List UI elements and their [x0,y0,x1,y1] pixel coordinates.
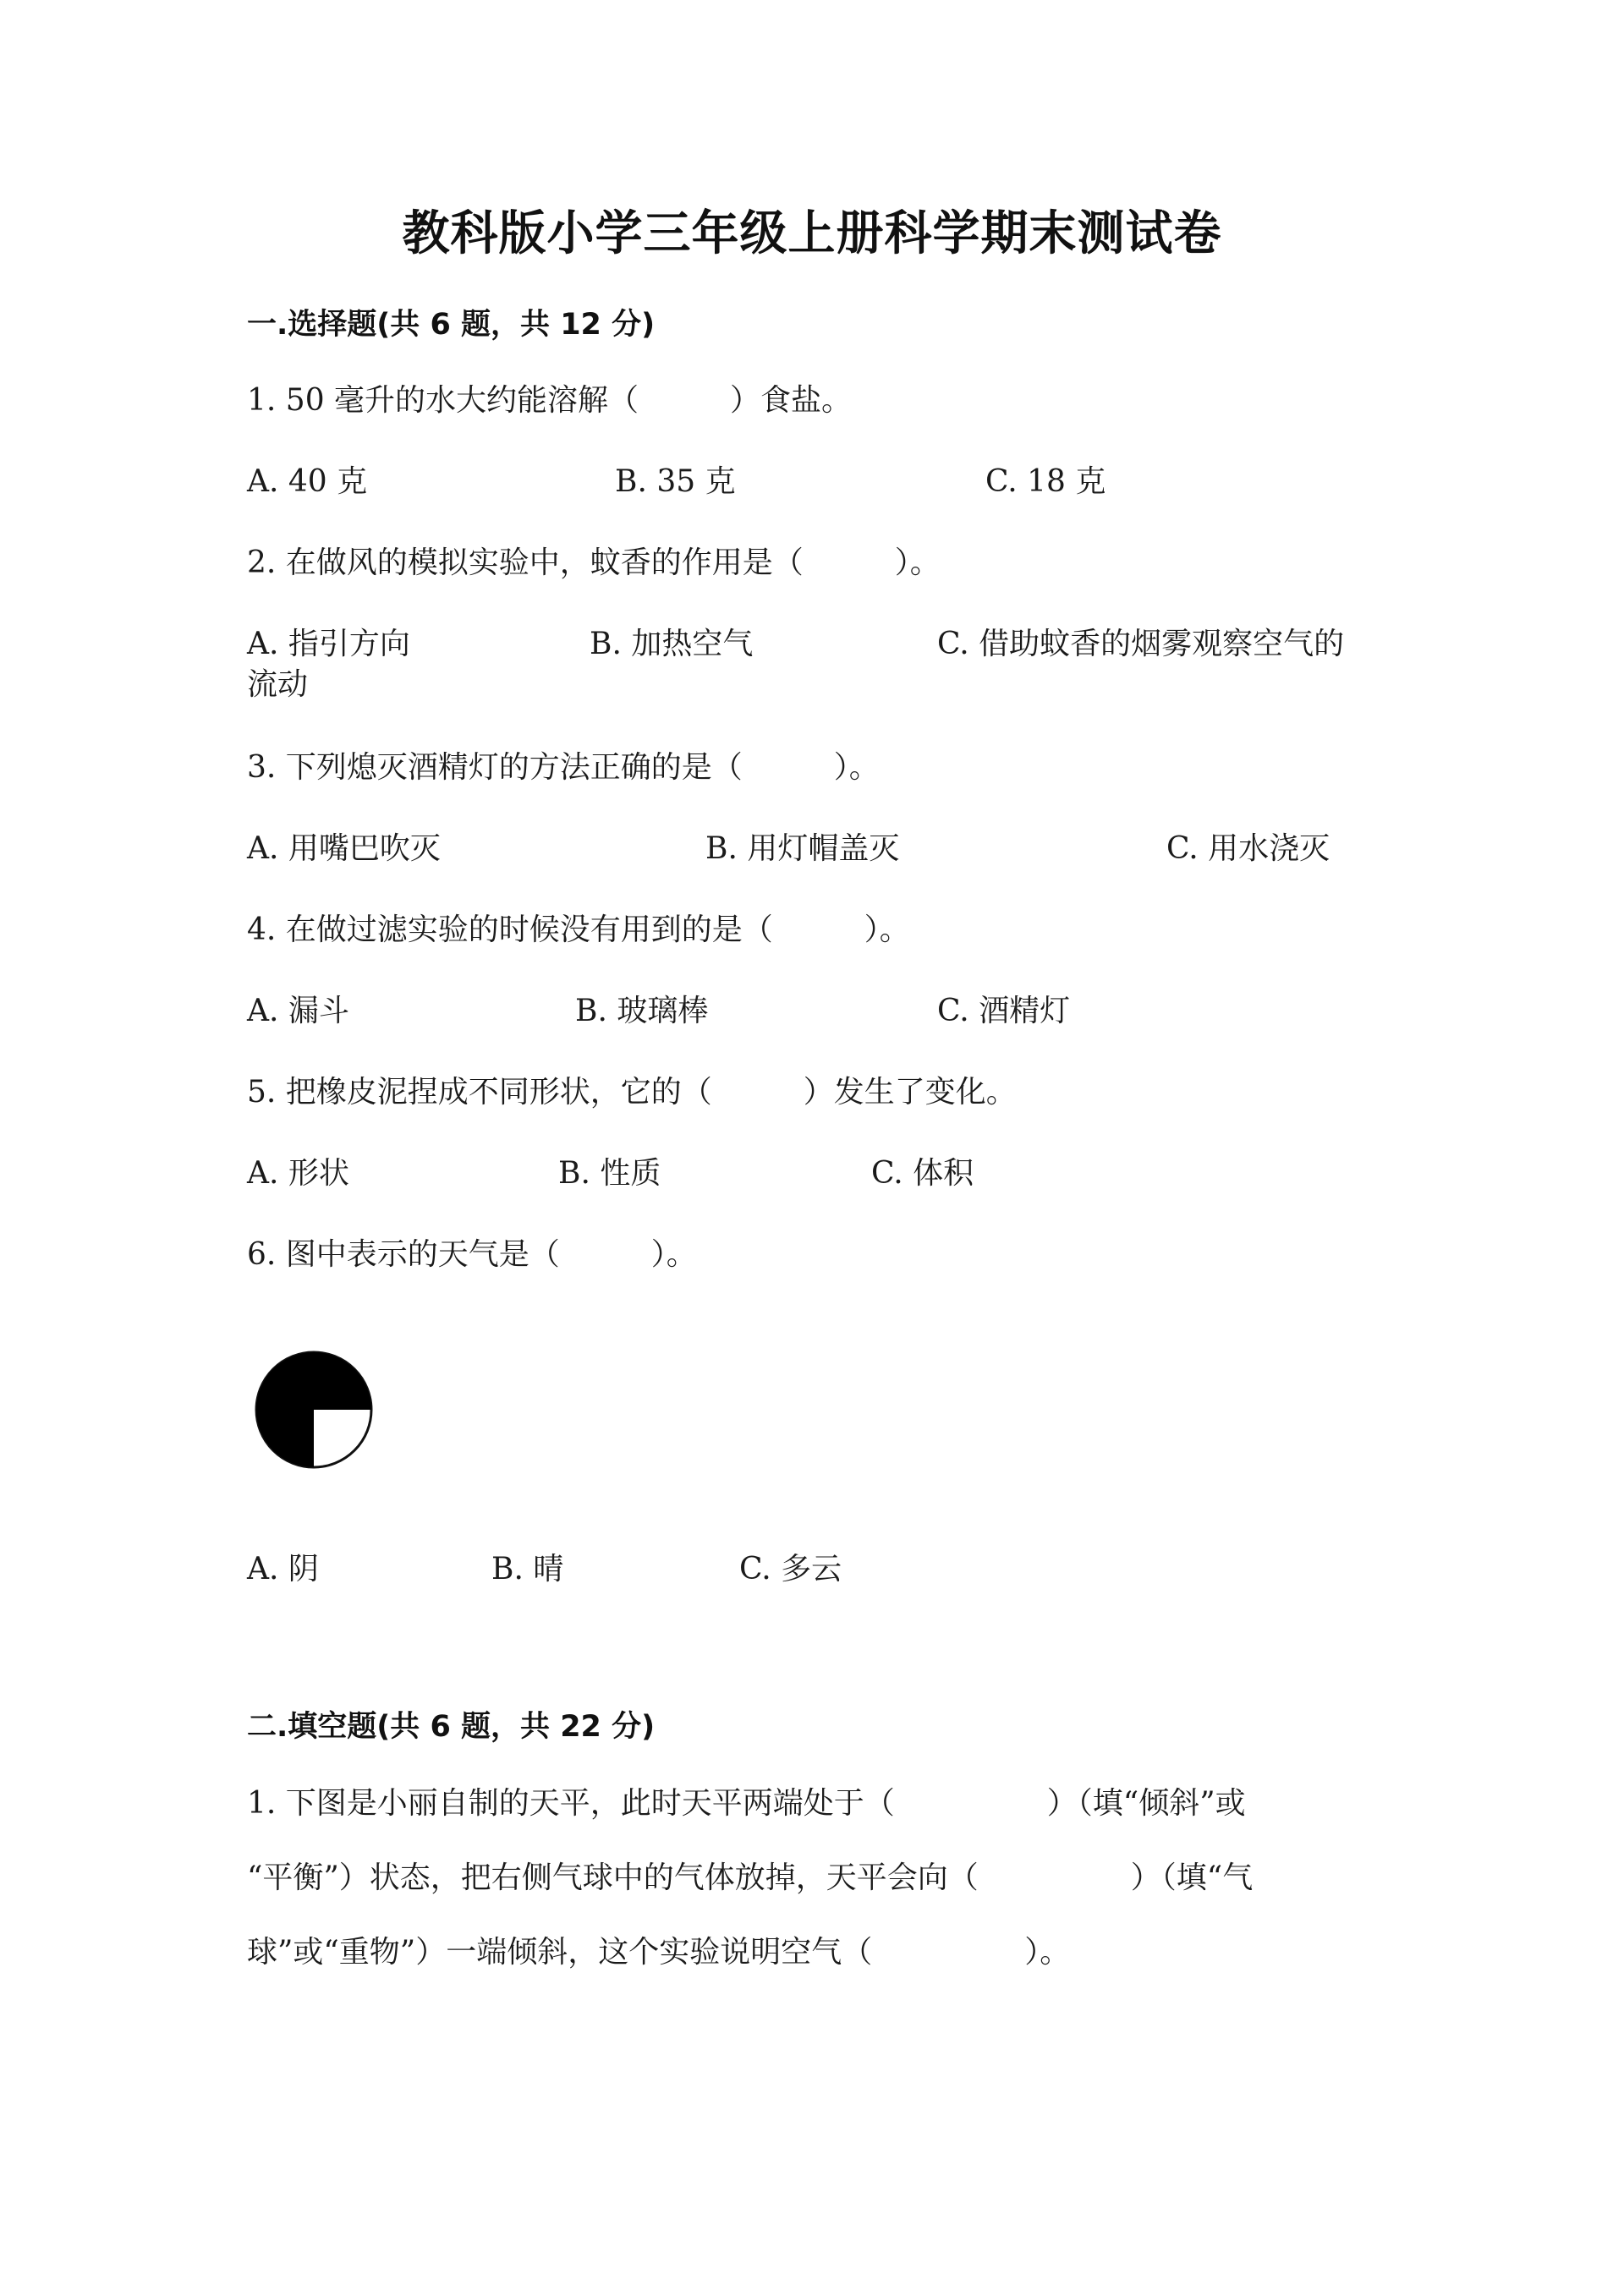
section-heading-fill-blank: 二.填空题(共 6 题，共 22 分) [247,1710,656,1744]
question-4-option-a: A. 漏斗 [247,994,349,1028]
fill-question-1-line-2: “平衡”）状态，把右侧气球中的气体放掉，天平会向（ ）（填“气 [247,1860,1254,1895]
question-1-option-c: C. 18 克 [985,464,1106,499]
question-1-option-b: B. 35 克 [615,464,736,499]
section-heading-choice: 一.选择题(共 6 题，共 12 分) [247,308,656,342]
question-2-stem: 2. 在做风的模拟实验中，蚊香的作用是（ ）。 [247,545,941,580]
question-3-option-b: B. 用灯帽盖灭 [705,831,900,866]
question-3-option-c: C. 用水浇灭 [1166,831,1330,866]
question-4-option-c: C. 酒精灯 [937,994,1071,1028]
question-1-option-a: A. 40 克 [247,464,368,499]
question-4-stem: 4. 在做过滤实验的时候没有用到的是（ ）。 [247,912,910,947]
question-1-stem: 1. 50 毫升的水大约能溶解（ ）食盐。 [247,383,853,418]
question-6-stem: 6. 图中表示的天气是（ ）。 [247,1237,697,1272]
question-2-option-c: C. 借助蚊香的烟雾观察空气的 [937,627,1345,661]
question-3-option-a: A. 用嘴巴吹灭 [247,831,441,866]
page-title: 教科版小学三年级上册科学期末测试卷 [402,206,1222,261]
question-2-option-c-continued: 流动 [247,667,309,702]
question-6-option-c: C. 多云 [739,1552,842,1586]
fill-question-1-line-1: 1. 下图是小丽自制的天平，此时天平两端处于（ ）（填“倾斜”或 [247,1786,1246,1821]
fill-question-1-line-3: 球”或“重物”）一端倾斜，这个实验说明空气（ ）。 [247,1935,1071,1970]
cloud-cover-three-quarters-icon [252,1348,376,1471]
question-5-option-a: A. 形状 [247,1156,349,1191]
question-6-option-a: A. 阴 [247,1552,319,1586]
question-2-option-b: B. 加热空气 [590,627,754,661]
question-5-option-b: B. 性质 [558,1156,661,1191]
question-5-option-c: C. 体积 [871,1156,974,1191]
question-6-option-b: B. 晴 [491,1552,564,1586]
question-5-stem: 5. 把橡皮泥捏成不同形状，它的（ ）发生了变化。 [247,1075,1017,1110]
question-4-option-b: B. 玻璃棒 [575,994,709,1028]
question-2-option-a: A. 指引方向 [247,627,410,661]
question-3-stem: 3. 下列熄灭酒精灯的方法正确的是（ ）。 [247,750,880,785]
